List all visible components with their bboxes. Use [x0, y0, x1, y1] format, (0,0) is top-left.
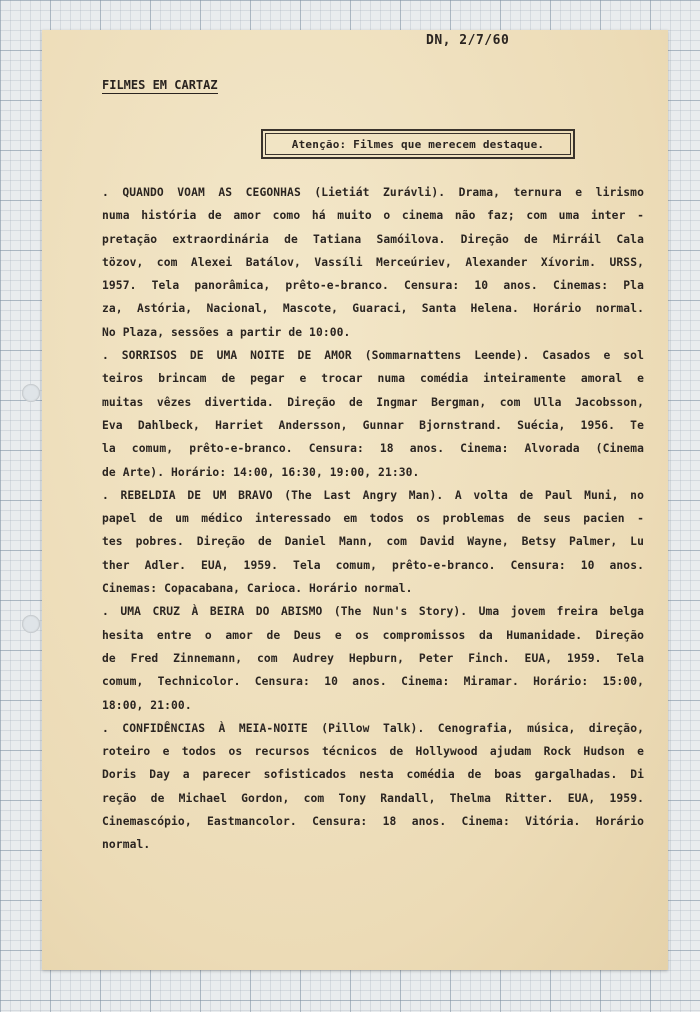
text-line: hesita entre o amor de Deus e os compromissos da Humanidade. Direção	[102, 628, 644, 642]
punch-hole-bottom	[22, 615, 40, 633]
film-entry	[102, 344, 644, 484]
text-line: tes pobres. Direção de Daniel Mann, com David Wayne, Betsy Palmer, Lu	[102, 535, 644, 549]
punch-hole-top	[22, 384, 40, 402]
film-entry	[102, 484, 644, 600]
text-line: pretação extraordinária de Tatiana Samóilova. Direção de Mirráil Cala	[102, 232, 644, 246]
text-line: Cinemascópio, Eastmancolor. Censura: 18 anos. Cinema: Vitória. Horário	[102, 815, 644, 829]
text-line: reção de Michael Gordon, com Tony Randall, Thelma Ritter. EUA, 1959.	[102, 791, 644, 805]
typewritten-sheet	[42, 30, 668, 970]
text-line: teiros brincam de pegar e trocar numa comédia inteiramente amoral e	[102, 372, 644, 386]
text-line: . REBELDIA DE UM BRAVO (The Last Angry Man). A volta de Paul Muni, no	[102, 488, 644, 502]
text-line: . QUANDO VOAM AS CEGONHAS (Lietiát Zurávli). Drama, ternura e lirismo	[102, 186, 644, 199]
text-line: Doris Day a parecer sofisticados nesta comédia de boas gargalhadas. Di	[102, 768, 644, 782]
text-line: . SORRISOS DE UMA NOITE DE AMOR (Sommarnattens Leende). Casados e sol	[102, 349, 644, 363]
text-line: 18:00, 21:00.	[102, 698, 192, 712]
text-line: ther Adler. EUA, 1959. Tela comum, prêto-e-branco. Censura: 10 anos.	[102, 558, 644, 572]
notice-box	[261, 129, 575, 159]
text-line: 1957. Tela panorâmica, prêto-e-branco. Censura: 10 anos. Cinemas: Pla	[102, 279, 644, 293]
text-line: Cinemas: Copacabana, Carioca. Horário normal.	[102, 582, 413, 596]
notice-text: Atenção: Filmes que merecem destaque.	[291, 137, 545, 151]
text-line: tözov, com Alexei Batálov, Vassíli Merceúriev, Alexander Xívorim. URSS,	[102, 255, 644, 269]
text-line: comum, Technicolor. Censura: 10 anos. Cinema: Miramar. Horário: 15:00,	[102, 675, 644, 689]
text-line: . UMA CRUZ À BEIRA DO ABISMO (The Nun's Story). Uma jovem freira belga	[102, 605, 644, 619]
text-line: de Fred Zinnemann, com Audrey Hepburn, Peter Finch. EUA, 1959. Tela	[102, 651, 644, 665]
text-line: papel de um médico interessado em todos os problemas de seus pacien -	[102, 512, 644, 526]
text-line: normal.	[102, 838, 151, 852]
text-line: Eva Dahlbeck, Harriet Andersson, Gunnar Bjornstrand. Suécia, 1956. Te	[102, 418, 644, 432]
text-line: la comum, prêto-e-branco. Censura: 18 anos. Cinema: Alvorada (Cinema	[102, 442, 644, 456]
text-line: No Plaza, sessões a partir de 10:00.	[102, 325, 351, 339]
dateline: DN, 2/7/60	[426, 33, 510, 48]
film-entry	[102, 181, 644, 344]
text-line: numa história de amor como há muito o cinema não faz; com uma inter -	[102, 209, 644, 223]
text-line: muitas vêzes divertida. Direção de Ingmar Bergman, com Ulla Jacobsson,	[102, 395, 644, 409]
text-line: za, Astória, Nacional, Mascote, Guaraci, Santa Helena. Horário normal.	[102, 302, 644, 316]
section-title: FILMES EM CARTAZ	[102, 78, 218, 92]
film-listings	[102, 181, 644, 857]
film-entry	[102, 600, 644, 716]
text-line: de Arte). Horário: 14:00, 16:30, 19:00, 21:30.	[102, 465, 420, 479]
text-line: roteiro e todos os recursos técnicos de Hollywood ajudam Rock Hudson e	[102, 745, 644, 759]
film-entry	[102, 717, 644, 857]
text-line: . CONFIDÊNCIAS À MEIA-NOITE (Pillow Talk). Cenografia, música, direção,	[102, 721, 644, 735]
